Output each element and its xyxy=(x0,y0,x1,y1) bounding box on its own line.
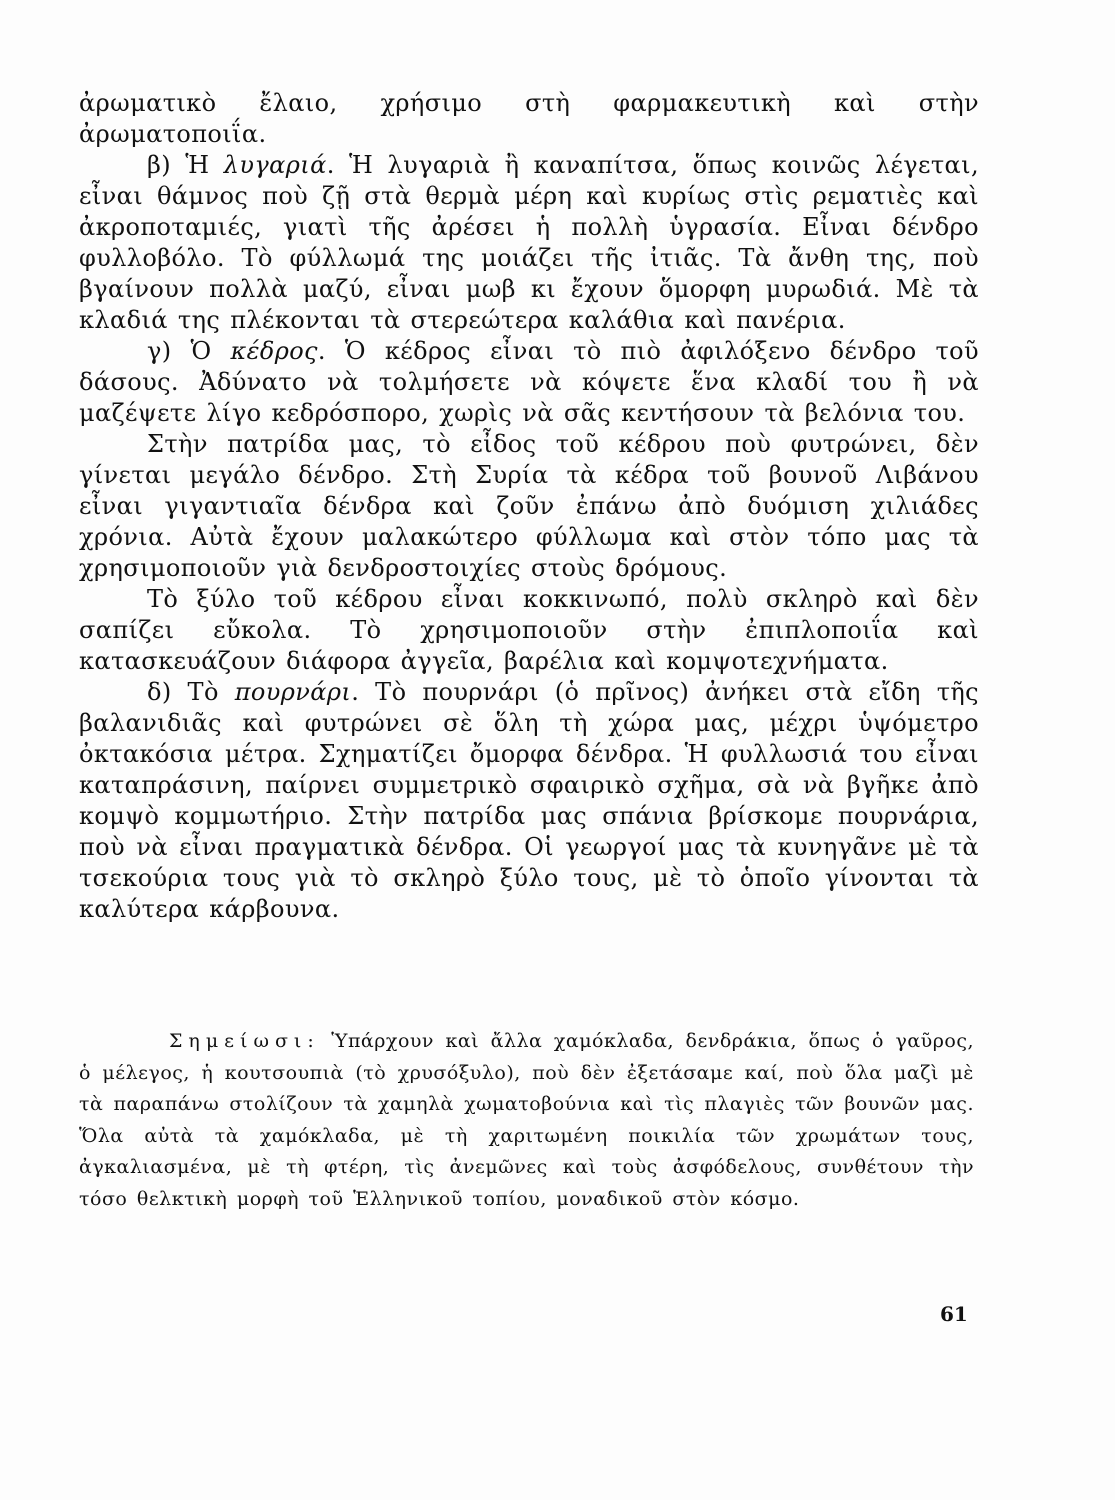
note-label: Σημείωσι: xyxy=(169,1030,320,1052)
paragraph-kedros-wood xyxy=(79,584,979,677)
paragraph-text: . Ἡ λυγαριὰ ἢ καναπίτσα, ὅπως κοινῶς λέγεται, εἶναι θάμνος ποὺ ζῇ στὰ θερμὰ μέρη καὶ κυρίως στὶς ρεματιὲς καὶ ἀκροποταμιές, γιατὶ τῆς ἀρέσει ἡ πολλὴ ὑγρασία. Εἶναι δένδρο φυλλοβόλο. Τὸ φύλλωμά της μοιάζει τῆς ἰτιᾶς. Τὰ ἄνθη της, ποὺ βγαίνουν πολλὰ μαζύ, εἶναι μωβ κι ἔχουν ὅμορφη μυρωδιά. Μὲ τὰ κλαδιά της πλέκονται τὰ στερεώτερα καλάθια καὶ πανέρια. xyxy=(79,151,980,334)
paragraph-text: Τὸ ξύλο τοῦ κέδρου εἶναι κοκκινωπό, πολὺ σκληρὸ καὶ δὲν σαπίζει εὔκολα. Τὸ χρησιμοποιοῦν στὴν ἐπιπλοποιΐα καὶ κατασκευάζουν διάφορα ἀγγεῖα, βαρέλια καὶ κομψοτεχνήματα. xyxy=(79,585,979,675)
paragraph-pournari xyxy=(79,677,979,925)
section-label: β) Ἡ xyxy=(147,151,224,179)
paragraph-text: ἀρωματικὸ ἔλαιο, χρήσιμο στὴ φαρμακευτικὴ καὶ στὴν ἀρωματοποιΐα. xyxy=(79,89,979,148)
section-term: πουρνάρι xyxy=(234,678,352,706)
paragraph-text: Στὴν πατρίδα μας, τὸ εἶδος τοῦ κέδρου ποὺ φυτρώνει, δὲν γίνεται μεγάλο δένδρο. Στὴ Συρία τὰ κέδρα τοῦ βουνοῦ Λιβάνου εἶναι γιγαντιαῖα δένδρα καὶ ζοῦν ἐπάνω ἀπὸ δυόμιση χιλιάδες χρόνια. Αὐτὰ ἔχουν μαλακώτερο φύλλωμα καὶ στὸν τόπο μας τὰ χρησιμοποιοῦν γιὰ δενδροστοιχίες στοὺς δρόμους. xyxy=(79,430,979,582)
note-paragraph xyxy=(79,1026,974,1215)
paragraph-kedros-homeland xyxy=(79,429,979,584)
page-number: 61 xyxy=(940,1302,968,1326)
paragraph-kedros xyxy=(79,336,979,429)
section-label: δ) Τὸ xyxy=(147,678,235,706)
paragraph-aromatic-oil xyxy=(79,88,979,150)
section-label: γ) Ὁ xyxy=(147,337,231,365)
footnote xyxy=(79,1026,974,1215)
paragraph-text: . Ὁ κέδρος εἶναι τὸ πιὸ ἀφιλόξενο δένδρο τοῦ δάσους. Ἀδύνατο νὰ τολμήσετε νὰ κόψετε ἕνα κλαδί του ἢ νὰ μαζέψετε λίγο κεδρόσπορο, χωρὶς νὰ σᾶς κεντήσουν τὰ βελόνια του. xyxy=(79,337,980,427)
section-term: λυγαριά xyxy=(223,151,327,179)
paragraph-lygaria xyxy=(79,150,979,336)
paragraph-text: . Τὸ πουρνάρι (ὁ πρῖνος) ἀνήκει στὰ εἴδη τῆς βαλανιδιᾶς καὶ φυτρώνει σὲ ὅλη τὴ χώρα μας, μέχρι ὑψόμετρο ὀκτακόσια μέτρα. Σχηματίζει ὄμορφα δένδρα. Ἡ φυλλωσιά του εἶναι καταπράσινη, παίρνει συμμετρικὸ σφαιρικὸ σχῆμα, σὰ νὰ βγῆκε ἀπὸ κομψὸ κομμωτήριο. Στὴν πατρίδα μας σπάνια βρίσκομε πουρνάρια, ποὺ νὰ εἶναι πραγματικὰ δένδρα. Οἱ γεωργοί μας τὰ κυνηγᾶνε μὲ τὰ τσεκούρια τους γιὰ τὸ σκληρὸ ξύλο τους, μὲ τὸ ὁποῖο γίνονται τὰ καλύτερα κάρβουνα. xyxy=(79,678,980,923)
note-text: Ὑπάρχουν καὶ ἄλλα χαμόκλαδα, δενδράκια, ὅπως ὁ γαῦρος, ὁ μέλεγος, ἡ κουτσουπιὰ (τὸ χρυσόξυλο), ποὺ δὲν ἐξετάσαμε καί, ποὺ ὅλα μαζὶ μὲ τὰ παραπάνω στολίζουν τὰ χαμηλὰ χωματοβούνια καὶ τὶς πλαγιὲς τῶν βουνῶν μας. Ὅλα αὐτὰ τὰ χαμόκλαδα, μὲ τὴ χαριτωμένη ποικιλία τῶν χρωμάτων τους, ἀγκαλιασμένα, μὲ τὴ φτέρη, τὶς ἀνεμῶνες καὶ τοὺς ἀσφόδελους, συνθέτουν τὴν τόσο θελκτικὴ μορφὴ τοῦ Ἑλληνικοῦ τοπίου, μοναδικοῦ στὸν κόσμο. xyxy=(79,1030,974,1210)
main-text xyxy=(79,88,979,925)
section-term: κέδρος xyxy=(230,337,318,365)
